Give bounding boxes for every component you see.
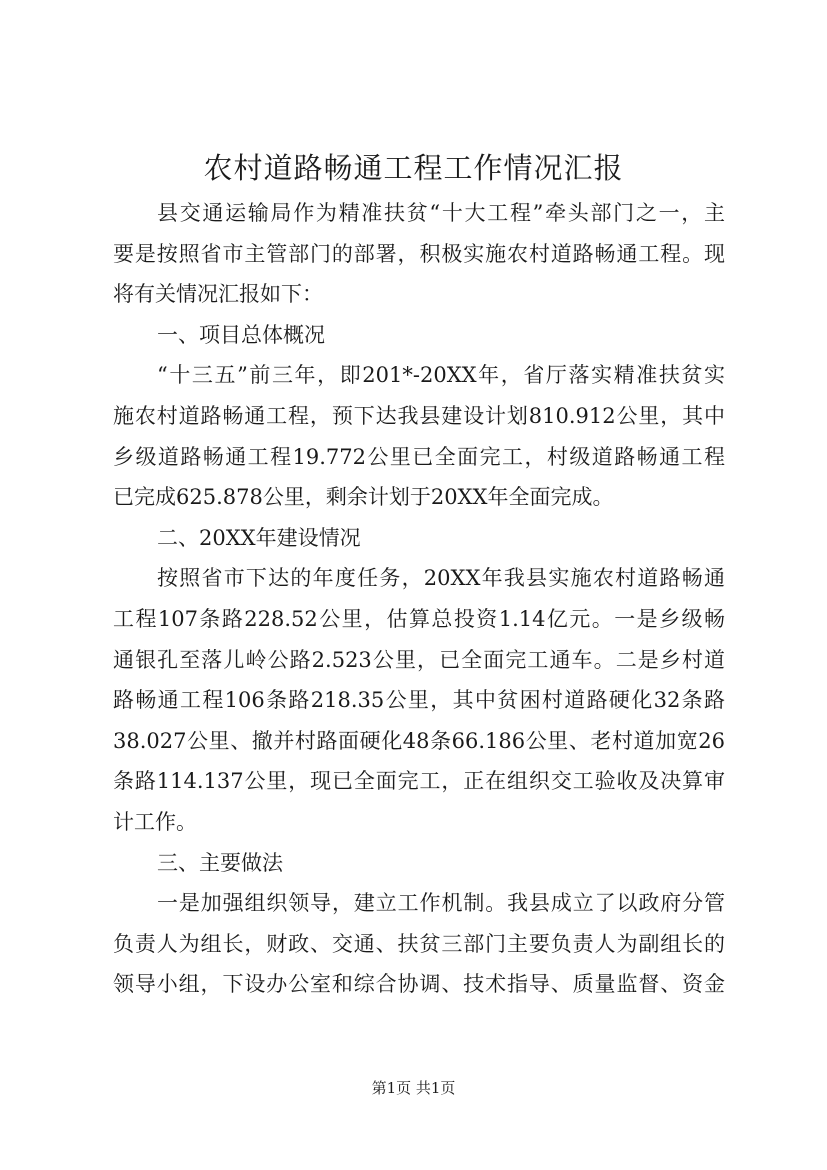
- text-line: 施农村道路畅通工程，预下达我县建设计划810.912公里，其中: [113, 403, 725, 428]
- document-body: [113, 193, 725, 1005]
- text-line: 一是加强组织领导，建立工作机制。我县成立了以政府分管: [157, 891, 725, 916]
- text-line: 三、主要做法: [157, 850, 283, 875]
- text-line: 乡级道路畅通工程19.772公里已全面完工，村级道路畅通工程: [113, 444, 725, 469]
- document-title: 农村道路畅通工程工作情况汇报: [203, 151, 624, 185]
- text-line: 将有关情况汇报如下：: [113, 282, 323, 307]
- text-line: 一、项目总体概况: [157, 322, 325, 347]
- text-line: 已完成625.878公里，剩余计划于20XX年全面完成。: [113, 485, 614, 510]
- text-line: 要是按照省市主管部门的部署，积极实施农村道路畅通工程。现: [113, 241, 725, 266]
- text-line: 条路114.137公里，现已全面完工，正在组织交工验收及决算审: [113, 769, 725, 794]
- text-line: 工程107条路228.52公里，估算总投资1.14亿元。一是乡级畅: [113, 606, 725, 631]
- text-line: 按照省市下达的年度任务，20XX年我县实施农村道路畅通: [157, 566, 725, 591]
- text-line: 领导小组，下设办公室和综合协调、技术指导、质量监督、资金: [113, 972, 725, 997]
- text-line: 38.027公里、撤并村路面硬化48条66.186公里、老村道加宽26: [113, 728, 725, 753]
- text-line: 县交通运输局作为精准扶贫“十大工程”牵头部门之一，主: [157, 201, 725, 225]
- text-line: 路畅通工程106条路218.35公里，其中贫困村道路硬化32条路: [113, 688, 725, 713]
- text-line: “十三五”前三年，即201*-20XX年，省厅落实精准扶贫实: [157, 363, 725, 388]
- text-line: 二、20XX年建设情况: [157, 525, 361, 550]
- text-line: 计工作。: [113, 809, 197, 834]
- text-line: 通银孔至落儿岭公路2.523公里，已全面完工通车。二是乡村道: [113, 647, 725, 672]
- page-footer: 第1页 共1页: [371, 1079, 456, 1097]
- text-line: 负责人为组长，财政、交通、扶贫三部门主要负责人为副组长的: [113, 931, 725, 956]
